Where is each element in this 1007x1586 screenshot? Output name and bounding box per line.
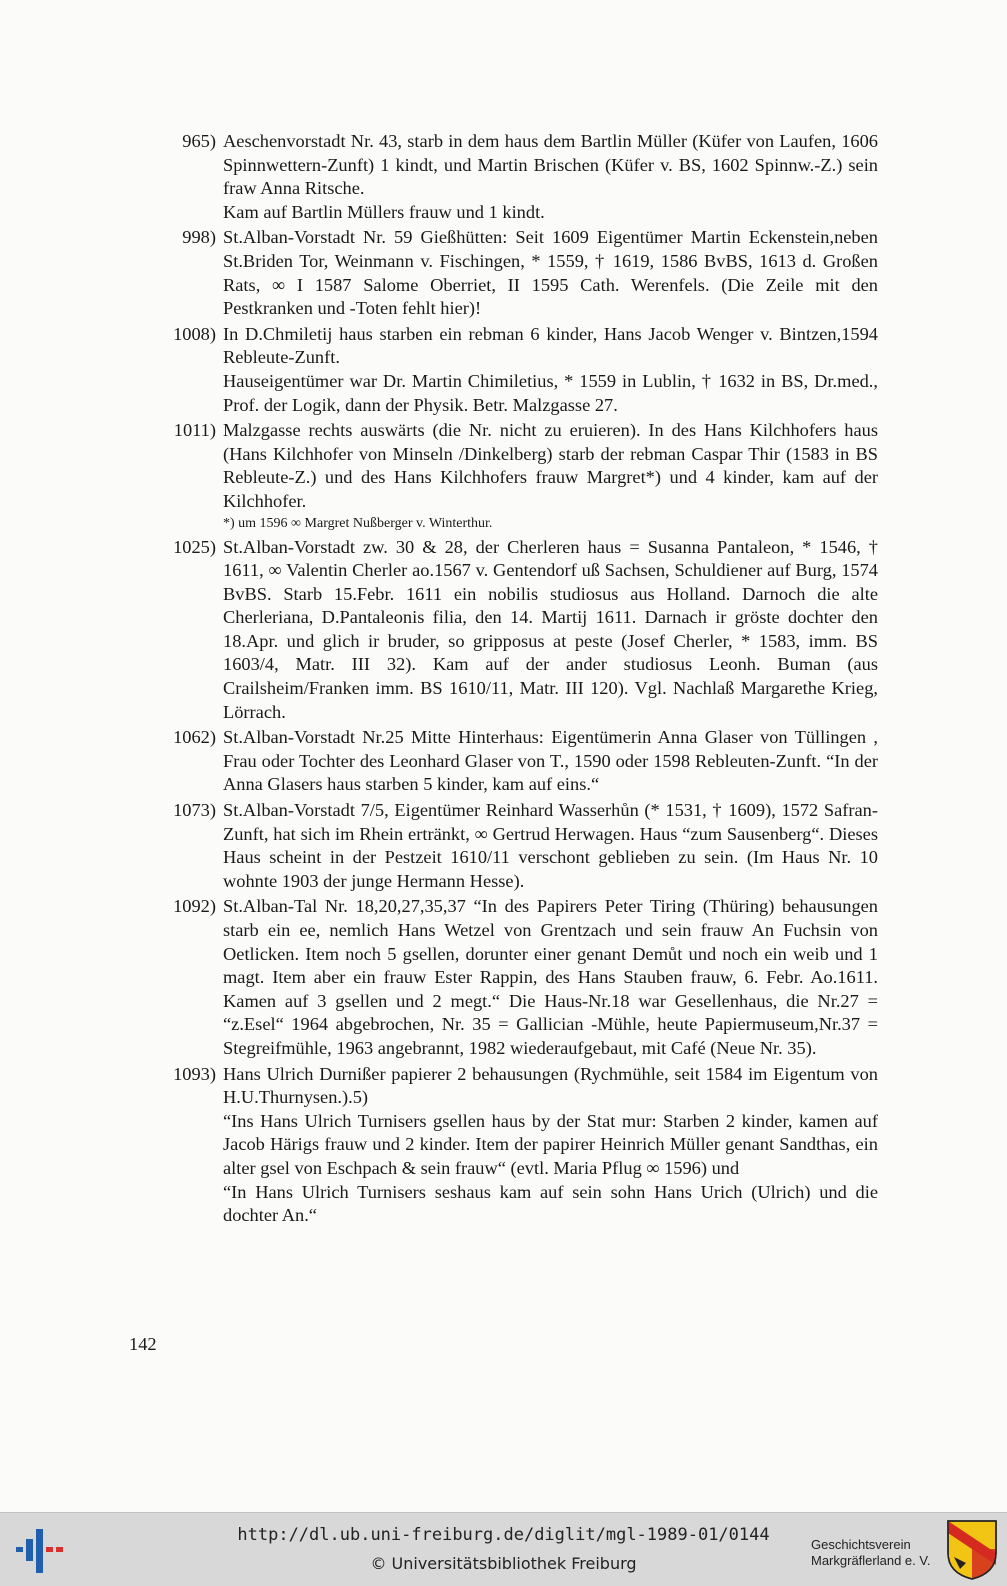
page-number: 142 bbox=[129, 1334, 157, 1354]
society-name-line: Geschichtsverein bbox=[811, 1537, 911, 1552]
entry-998 bbox=[148, 226, 878, 320]
society-name bbox=[811, 1537, 941, 1569]
entry-text bbox=[223, 226, 878, 320]
entry-number: 1092) bbox=[173, 896, 216, 917]
coat-of-arms-icon bbox=[946, 1519, 998, 1581]
entry-paragraph: Malzgasse rechts auswärts (die Nr. nicht zu eruieren). In des Hans Kilchhofers haus (Hans Kilchhofer von Minseln /Dinkelberg) starb der rebman Caspar Thir (1583 in BS Rebleute-Z.) und des Hans Kilchhofers frauw Margret*) und 4 kinder, kam auf der Kilchhofer. bbox=[223, 420, 878, 511]
footnote: *) um 1596 ∞ Margret Nußberger v. Winterthur. bbox=[223, 515, 493, 531]
entry-text bbox=[223, 323, 878, 417]
entry-number: 998) bbox=[182, 227, 216, 248]
entry-number: 1025) bbox=[173, 536, 216, 557]
entry-number: 1011) bbox=[173, 420, 216, 441]
entry-paragraph: Hans Ulrich Durnißer papierer 2 behausungen (Rychmühle, seit 1584 im Eigentum von H.U.Thurnysen.).5) bbox=[223, 1063, 878, 1108]
entry-paragraph: St.Alban-Vorstadt 7/5, Eigentümer Reinhard Wasserhůn (* 1531, † 1609), 1572 Safran-Zunft, hat sich im Rhein ertränkt, ∞ Gertrud Herwagen. Haus “zum Sausenberg“. Dieses Haus scheint in der Pestzeit 1610/11 verschont geblieben zu sein. (Im Haus Nr. 10 wohnte 1903 der junge Hermann Hesse). bbox=[223, 800, 878, 891]
entry-text bbox=[223, 726, 878, 797]
entry-text bbox=[223, 799, 878, 893]
entry-text bbox=[223, 419, 878, 533]
entry-paragraph: St.Alban-Vorstadt zw. 30 & 28, der Cherleren haus = Susanna Pantaleon, * 1546, † 1611, ∞ Valentin Cherler ao.1567 v. Gentendorf uß Sachsen, Schuldiener auf Burg, 1574 BvBS. Starb 15.Febr. 1611 ein nobilis studiosus aus Holland. Darnoch die alte Cherleriana, D.Pantaleonis filia, den 14. Martij 1611. Darnach ir gröste dochter den 18.Apr. und glich ir bruder, so gripposus at peste (Josef Cherler, * 1583, imm. BS 1603/4, Matr. III 32). Kam auf der ander studiosus Leonh. Buman (aus Crailsheim/Franken imm. BS 1610/11, Matr. III 120). Vgl. Nachlaß Margarethe Krieg, Lörrach. bbox=[223, 536, 878, 722]
entry-paragraph: “In Hans Ulrich Turnisers seshaus kam auf sein sohn Hans Urich (Ulrich) und die dochter An.“ bbox=[223, 1181, 878, 1226]
entry-number: 1093) bbox=[173, 1063, 216, 1084]
entry-1025 bbox=[148, 536, 878, 725]
entry-text bbox=[223, 1063, 878, 1228]
viewer-footer-bar bbox=[0, 1512, 1007, 1586]
entry-number: 1073) bbox=[173, 800, 216, 821]
document-url-link[interactable]: http://dl.ub.uni-freiburg.de/diglit/mgl-1989-01/0144 bbox=[237, 1525, 770, 1545]
entry-paragraph: Hauseigentümer war Dr. Martin Chimiletius, * 1559 in Lublin, † 1632 in BS, Dr.med., Prof. der Logik, dann der Physik. Betr. Malzgasse 27. bbox=[223, 370, 878, 415]
entry-number: 1008) bbox=[173, 323, 216, 344]
entry-text bbox=[223, 895, 878, 1060]
entry-paragraph: “Ins Hans Ulrich Turnisers gsellen haus by der Stat mur: Starben 2 kinder, kamen auf Jacob Härigs frauw und 2 kinder. Item der papirer Heinrich Müller genant Sandthas, ein alter gsel von Eschpach & sein frauw“ (evtl. Maria Pflug ∞ 1596) und bbox=[223, 1110, 878, 1178]
entry-1062 bbox=[148, 726, 878, 797]
entry-paragraph: In D.Chmiletij haus starben ein rebman 6 kinder, Hans Jacob Wenger v. Bintzen,1594 Rebleute-Zunft. bbox=[223, 323, 878, 368]
entry-paragraph: St.Alban-Vorstadt Nr. 59 Gießhütten: Seit 1609 Eigentümer Martin Eckenstein,neben St.Briden Tor, Weinmann v. Fischingen, * 1559, † 1619, 1586 BvBS, 1613 d. Großen Rats, ∞ I 1587 Salome Oberriet, II 1595 Cath. Werenfels. (Die Zeile mit den Pestkranken und -Toten fehlt hier)! bbox=[223, 227, 878, 319]
entry-text bbox=[223, 536, 878, 725]
entry-1073 bbox=[148, 799, 878, 893]
entry-paragraph: Kam auf Bartlin Müllers frauw und 1 kindt. bbox=[223, 201, 545, 222]
copyright-notice: © Universitätsbibliothek Freiburg bbox=[370, 1554, 637, 1573]
entry-number: 965) bbox=[182, 131, 216, 151]
entry-paragraph: St.Alban-Vorstadt Nr.25 Mitte Hinterhaus: Eigentümerin Anna Glaser von Tüllingen , Frau oder Tochter des Leonhard Glaser von T., 1590 oder 1598 Rebleuten-Zunft. “In der Anna Glasers haus starben 5 kinder, kam auf eins.“ bbox=[223, 727, 878, 795]
entry-965 bbox=[148, 130, 878, 224]
entry-text bbox=[223, 130, 878, 224]
entry-list bbox=[148, 130, 878, 1230]
entry-1008 bbox=[148, 323, 878, 417]
society-name-line: Markgräflerland e. V. bbox=[811, 1553, 931, 1568]
entry-paragraph: Aeschenvorstadt Nr. 43, starb in dem haus dem Bartlin Müller (Küfer von Laufen, 1606 Spinnwettern-Zunft) 1 kindt, und Martin Brischen (Küfer v. BS, 1602 Spinnw.-Z.) sein fraw Anna Ritsche. bbox=[223, 131, 878, 199]
entry-1011 bbox=[148, 419, 878, 533]
entry-1093 bbox=[148, 1063, 878, 1228]
entry-paragraph: St.Alban-Tal Nr. 18,20,27,35,37 “In des Papirers Peter Tiring (Thüring) behausungen starb ein ee, nemlich Hans Wetzel von Grentzach und sein frauw An Fuchsin von Oetlicken. Item noch 5 gsellen, dorunter einer genant Demůt und noch ein weib und 1 magt. Item aber ein frauw Ester Rappin, des Hans Stauben frauw, 6. Febr. Ao.1611. Kamen auf 3 gsellen und 2 megt.“ Die Haus-Nr.18 war Gesellenhaus, die Nr.27 = “z.Esel“ 1964 abgebrochen, Nr. 35 = Gallician -Mühle, heute Papiermuseum,Nr.37 = Stegreifmühle, 1963 angebrannt, 1982 wiederaufgebaut, mit Café (Neue Nr. 35). bbox=[223, 896, 878, 1058]
entry-number: 1062) bbox=[173, 727, 216, 748]
entry-1092 bbox=[148, 895, 878, 1060]
